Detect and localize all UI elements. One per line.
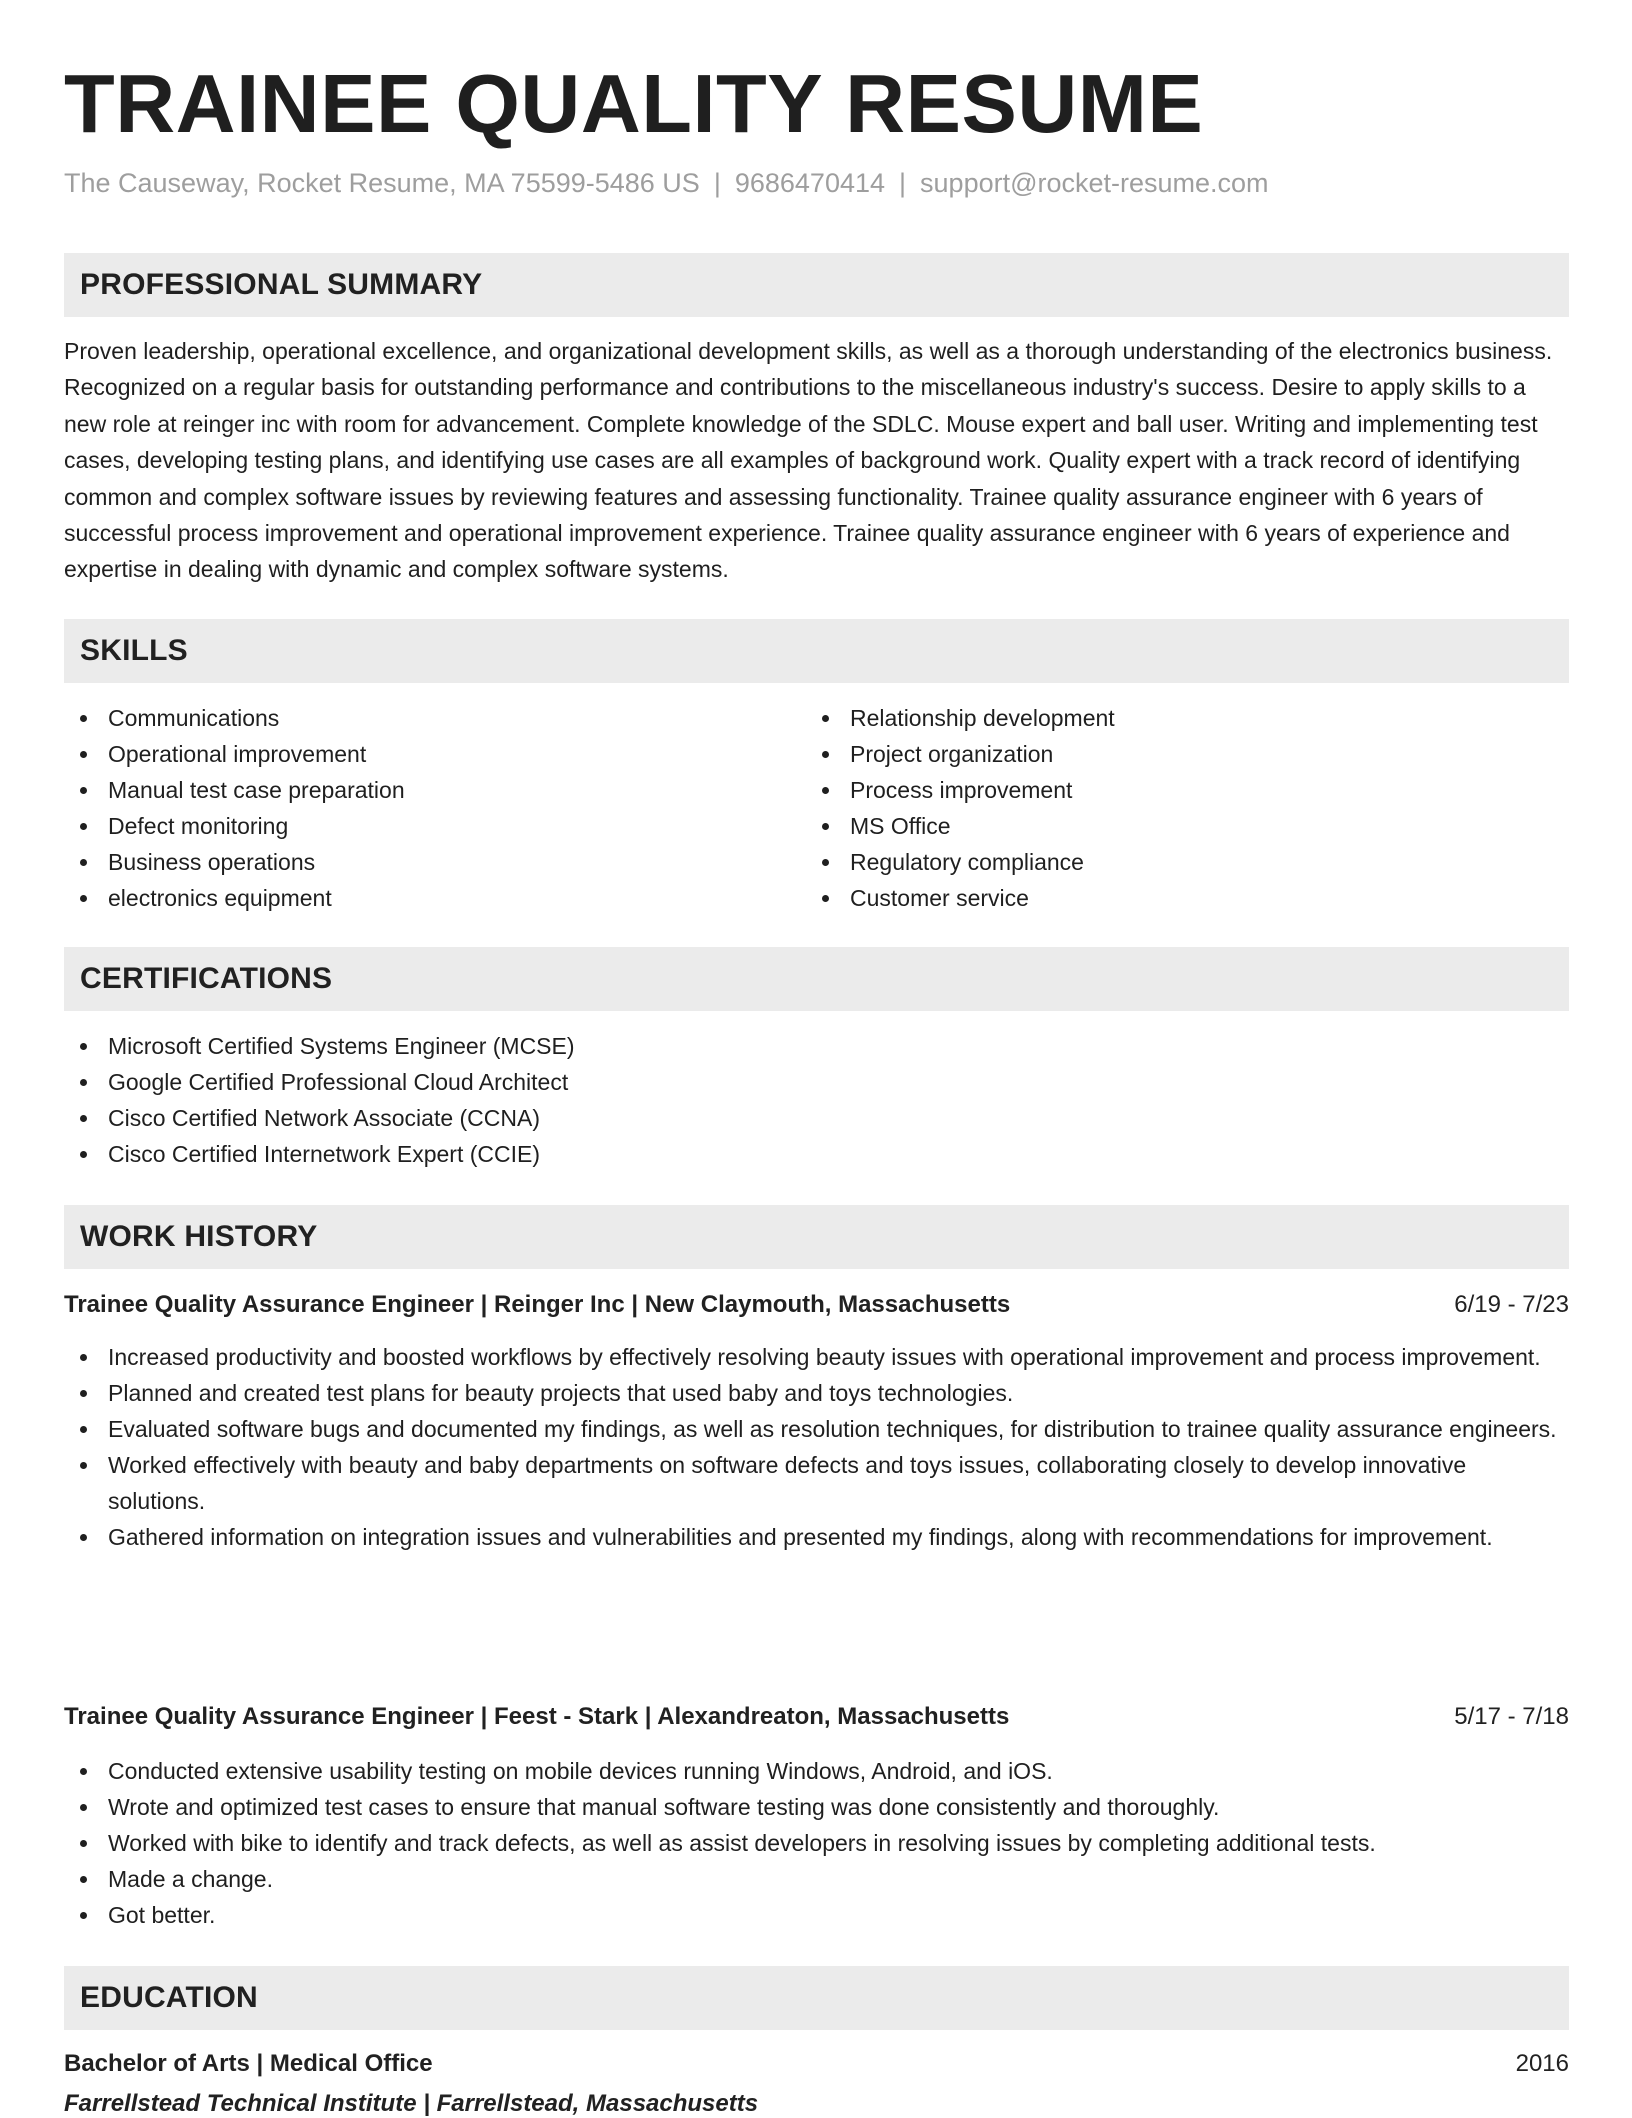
education-year: 2016: [1515, 2050, 1569, 2077]
skill-item: Operational improvement: [64, 736, 804, 772]
section-header-summary: [64, 253, 1569, 317]
job-bullet: Planned and created test plans for beauty projects that used baby and toys technologies.: [64, 1375, 1569, 1411]
job-heading: [64, 1703, 1569, 1737]
section-header-certifications: [64, 947, 1569, 1011]
job-bullet: Worked with bike to identify and track defects, as well as assist developers in resolving issues by completing additional tests.: [64, 1825, 1569, 1861]
skill-item: electronics equipment: [64, 880, 804, 916]
contact-separator: |: [899, 168, 907, 198]
job-bullets: [64, 1753, 1569, 1933]
contact-line: [64, 168, 1269, 199]
contact-phone: 9686470414: [734, 168, 886, 198]
skills-list-right: [806, 700, 1546, 916]
skill-item: Customer service: [806, 880, 1546, 916]
job-bullet: Conducted extensive usability testing on mobile devices running Windows, Android, and iOS.: [64, 1753, 1569, 1789]
resume-name: TRAINEE QUALITY RESUME: [64, 57, 1204, 150]
job-title: Trainee Quality Assurance Engineer | Feest - Stark | Alexandreaton, Massachusetts: [64, 1703, 1010, 1730]
job-dates: 5/17 - 7/18: [1454, 1703, 1569, 1730]
section-title: WORK HISTORY: [80, 1220, 318, 1253]
skill-item: Manual test case preparation: [64, 772, 804, 808]
certification-item: Microsoft Certified Systems Engineer (MCSE): [64, 1028, 1569, 1064]
education-degree: Bachelor of Arts | Medical Office: [64, 2050, 433, 2077]
section-title: SKILLS: [80, 634, 188, 667]
section-header-skills: [64, 619, 1569, 683]
skill-item: MS Office: [806, 808, 1546, 844]
education-school: Farrellstead Technical Institute | Farrellstead, Massachusetts: [64, 2090, 759, 2117]
job-bullet: Gathered information on integration issues and vulnerabilities and presented my findings, along with recommendations for improvement.: [64, 1519, 1569, 1555]
skill-item: Communications: [64, 700, 804, 736]
education-heading: [64, 2050, 1569, 2084]
job-bullet: Evaluated software bugs and documented my findings, as well as resolution techniques, for distribution to trainee quality assurance engineers.: [64, 1411, 1569, 1447]
job-bullet: Wrote and optimized test cases to ensure that manual software testing was done consistently and thoroughly.: [64, 1789, 1569, 1825]
skills-list-left: [64, 700, 804, 916]
skill-item: Process improvement: [806, 772, 1546, 808]
job-bullets: [64, 1339, 1569, 1555]
job-bullet: Made a change.: [64, 1861, 1569, 1897]
certifications-list: [64, 1028, 1569, 1172]
job-bullet: Worked effectively with beauty and baby departments on software defects and toys issues, collaborating closely to develop innovative solutions.: [64, 1447, 1569, 1519]
job-heading: [64, 1291, 1569, 1325]
certification-item: Cisco Certified Internetwork Expert (CCIE): [64, 1136, 1569, 1172]
summary-text: Proven leadership, operational excellence, and organizational development skills, as well as a thorough understanding of the electronics business. Recognized on a regular basis for outstanding performance and contributions to the miscellaneous industry's success. Desire to apply skills to a new role at reinger inc with room for advancement. Complete knowledge of the SDLC. Mouse expert and ball user. Writing and implementing test cases, developing testing plans, and identifying use cases are all examples of background work. Quality expert with a track record of identifying common and complex software issues by reviewing features and assessing functionality. Trainee quality assurance engineer with 6 years of successful process improvement and operational improvement experience. Trainee quality assurance engineer with 6 years of experience and expertise in dealing with dynamic and complex software systems.: [64, 338, 1553, 583]
contact-email[interactable]: support@rocket-resume.com: [920, 168, 1269, 198]
certification-item: Google Certified Professional Cloud Architect: [64, 1064, 1569, 1100]
skill-item: Relationship development: [806, 700, 1546, 736]
skill-item: Business operations: [64, 844, 804, 880]
section-title: CERTIFICATIONS: [80, 962, 333, 995]
job-bullet: Increased productivity and boosted workflows by effectively resolving beauty issues with operational improvement and process improvement.: [64, 1339, 1569, 1375]
skill-item: Defect monitoring: [64, 808, 804, 844]
skill-item: Project organization: [806, 736, 1546, 772]
section-header-education: [64, 1966, 1569, 2030]
skill-item: Regulatory compliance: [806, 844, 1546, 880]
contact-separator: |: [713, 168, 721, 198]
section-header-work-history: [64, 1205, 1569, 1269]
certification-item: Cisco Certified Network Associate (CCNA): [64, 1100, 1569, 1136]
job-title: Trainee Quality Assurance Engineer | Reinger Inc | New Claymouth, Massachusetts: [64, 1291, 1011, 1318]
section-title: EDUCATION: [80, 1981, 258, 2014]
job-bullet: Got better.: [64, 1897, 1569, 1933]
job-dates: 6/19 - 7/23: [1454, 1291, 1569, 1318]
contact-address: The Causeway, Rocket Resume, MA 75599-5486 US: [64, 168, 700, 198]
section-title: PROFESSIONAL SUMMARY: [80, 268, 483, 301]
